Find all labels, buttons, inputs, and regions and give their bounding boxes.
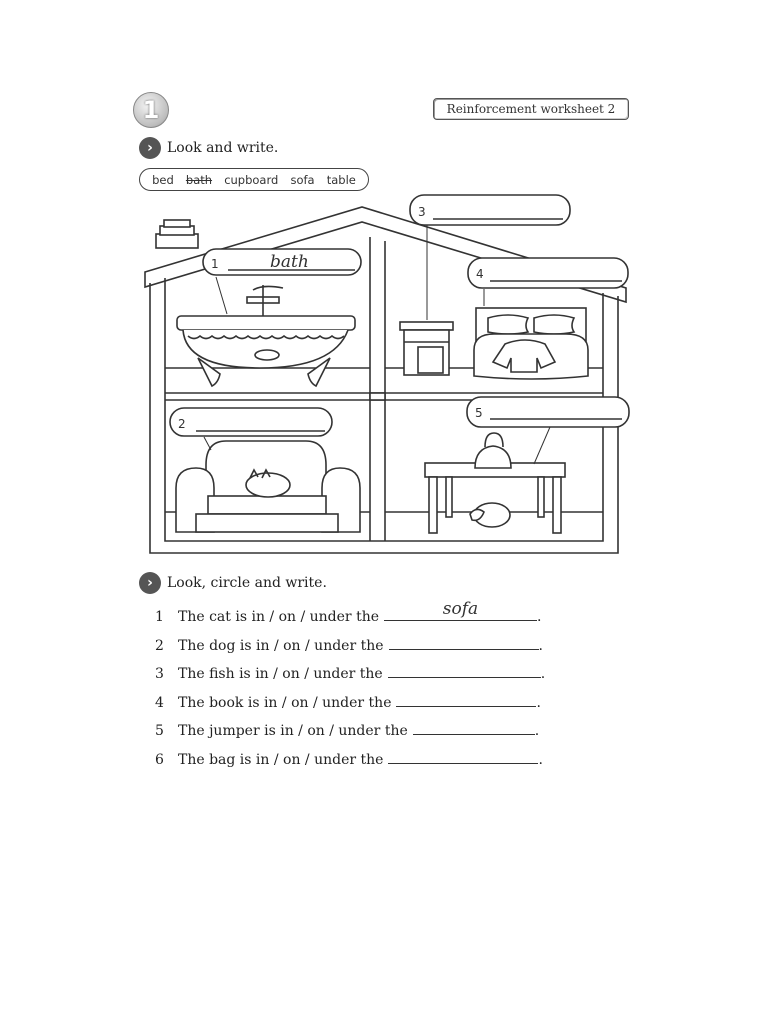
exercise-number: 2 [155,637,164,654]
exercise-row [155,661,545,690]
exercise-row [155,747,545,776]
word-bank-item: bed [152,172,174,187]
exercise-text: The book is in / on / under the [178,694,392,711]
exercise-row [155,718,545,747]
answer-text: sofa [442,599,479,619]
exercise-text: The bag is in / on / under the [178,751,384,768]
answer-blank[interactable] [396,690,536,707]
chevron-right-icon: › [139,572,161,594]
word-bank-item: table [326,172,356,187]
label-4-number: 4 [476,267,484,281]
exercise-text: The cat is in / on / under the [178,609,379,625]
label-1-answer: bath [270,252,309,272]
answer-blank[interactable] [388,661,541,678]
exercise-number: 1 [155,609,164,625]
exercise-end: . [538,751,543,768]
exercise-end: . [540,666,546,682]
exercise-row [155,633,545,662]
exercise-row [155,599,545,633]
answer-blank[interactable] [389,633,539,650]
exercise-number: 4 [155,694,164,711]
label-3-number: 3 [418,205,426,219]
answer-blank[interactable] [413,718,535,735]
section2-instruction: Look, circle and write. [167,575,327,591]
exercise-text: The jumper is in / on / under the [178,723,408,739]
chevron-right-icon: › [139,137,161,159]
exercise-text: The dog is in / on / under the [178,637,384,654]
exercise-text: The fish is in / on / under the [178,666,383,682]
exercise-end: . [537,609,542,625]
exercise-number: 3 [155,666,164,682]
section1-instruction: Look and write. [167,140,279,156]
exercise-number: 5 [155,723,164,739]
exercise-end: . [538,637,543,654]
label-1-number: 1 [211,257,219,271]
answer-blank[interactable] [388,747,538,764]
label-2-number: 2 [178,417,186,431]
exercise-number: 6 [155,751,164,768]
unit-number-badge: 1 [133,92,169,128]
exercise-end: . [536,694,541,711]
word-bank-item-crossed: bath [185,172,213,187]
section2-heading [139,572,327,594]
exercise-end: . [534,723,540,739]
answer-blank[interactable] [384,599,537,621]
word-bank-item: cupboard [224,172,279,187]
worksheet-title: Reinforcement worksheet 2 [433,98,629,120]
label-5-number: 5 [475,406,483,420]
word-bank-item: sofa [290,172,315,187]
exercise-list [155,599,546,775]
exercise-row [155,690,545,719]
